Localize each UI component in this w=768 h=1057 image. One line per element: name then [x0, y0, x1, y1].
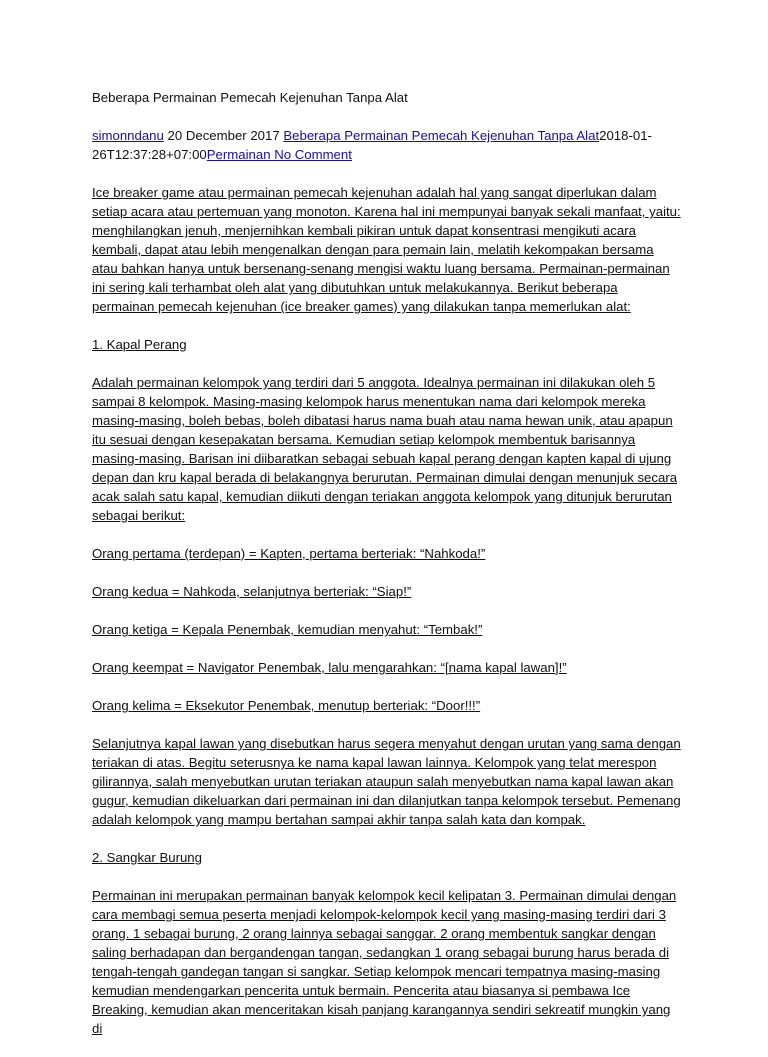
shout-line-3: Orang ketiga = Kepala Penembak, kemudian menyahut: “Tembak!” [92, 622, 483, 637]
section-heading-kapal-perang: 1. Kapal Perang [92, 337, 187, 352]
shout-line-2: Orang kedua = Nahkoda, selanjutnya berteriak: “Siap!” [92, 584, 412, 599]
comments-link[interactable]: No Comment [270, 147, 352, 162]
post-meta [92, 126, 682, 164]
intro-paragraph: Ice breaker game atau permainan pemecah kejenuhan adalah hal yang sangat diperlukan dalam setiap acara atau pertemuan yang monoton. Karena hal ini mempunyai banyak sekali manfaat, yaitu: menghilangkan jenuh, menjernihkan kembali pikiran untuk dapat konsentrasi mengikuti acara kembali, dapat atau lebih mengenalkan dengan para pemain lain, melatih kekompakan bersama atau bahkan hanya untuk bersenang-senang mengisi waktu luang bersama. Permainan-permainan ini sering kali terhambat oleh alat yang dibutuhkan untuk melakukannya. Berikut beberapa permainan pemecah kejenuhan (ice breaker games) yang dilakukan tanpa memerlukan alat: [92, 185, 681, 314]
document-page [92, 84, 682, 1057]
shout-line-4: Orang keempat = Navigator Penembak, lalu mengarahkan: “[nama kapal lawan]!” [92, 660, 567, 675]
author-link[interactable]: simonndanu [92, 128, 164, 143]
post-date: 20 December 2017 [163, 128, 284, 143]
post-timestamp: 2018-01-26T12:37:28+07:00 [92, 128, 652, 162]
section-closing-kapal-perang: Selanjutnya kapal lawan yang disebutkan harus segera menyahut dengan urutan yang sama dengan teriakan di atas. Begitu seterusnya ke nama kapal lawan lainnya. Kelompok yang telat merespon gilirannya, salah menyebutkan urutan teriakan ataupun salah menyebutkan nama kapal lawan akan gugur, kemudian dikeluarkan dari permainan ini dan dilanjutkan tanpa kelompok tersebut. Pemenang adalah kelompok yang mampu bertahan sampai akhir tanpa salah kata dan kompak. [92, 736, 681, 827]
section-body-sangkar-burung: Permainan ini merupakan permainan banyak kelompok kecil kelipatan 3. Permainan dimulai dengan cara membagi semua peserta menjadi kelompok-kelompok kecil yang masing-masing terdiri dari 3 orang. 1 sebagai burung, 2 orang lainnya sebagai sanggar. 2 orang membentuk sangkar dengan saling berhadapan dan bergandengan tangan, sedangkan 1 orang sebagai burung harus berada di tengah-tengah gandegan tangan si sangkar. Setiap kelompok mencari tempatnya masing-masing kemudian mendengarkan pencerita untuk bermain. Pencerita atau biasanya si pembawa Ice Breaking, kemudian akan menceritakan kisah panjang karangannya sendiri sekreatif mungkin yang di [92, 888, 677, 1036]
section-heading-sangkar-burung: 2. Sangkar Burung [92, 850, 202, 865]
shout-line-5: Orang kelima = Eksekutor Penembak, menutup berteriak: “Door!!!” [92, 698, 481, 713]
shout-line-1: Orang pertama (terdepan) = Kapten, pertama berteriak: “Nahkoda!” [92, 546, 486, 561]
section-body-kapal-perang: Adalah permainan kelompok yang terdiri dari 5 anggota. Idealnya permainan ini dilakukan oleh 5 sampai 8 kelompok. Masing-masing kelompok harus menentukan nama dari kelompok mereka masing-masing, boleh bebas, boleh dibatasi harus nama buah atau nama hewan unik, atau apapun itu sesuai dengan kesepakatan bersama. Kemudian setiap kelompok membentuk barisannya masing-masing. Barisan ini diibaratkan sebagai sebuah kapal perang dengan kapten kapal di ujung depan dan kru kapal berada di belakangnya berurutan. Permainan dimulai dengan menunjuk secara acak salah satu kapal, kemudian diikuti dengan teriakan anggota kelompok yang ditunjuk berurutan sebagai berikut: [92, 375, 678, 523]
category-link[interactable]: Permainan [206, 147, 271, 162]
post-title-link[interactable]: Beberapa Permainan Pemecah Kejenuhan Tanpa Alat [283, 128, 600, 143]
document-title: Beberapa Permainan Pemecah Kejenuhan Tanpa Alat [92, 90, 408, 105]
